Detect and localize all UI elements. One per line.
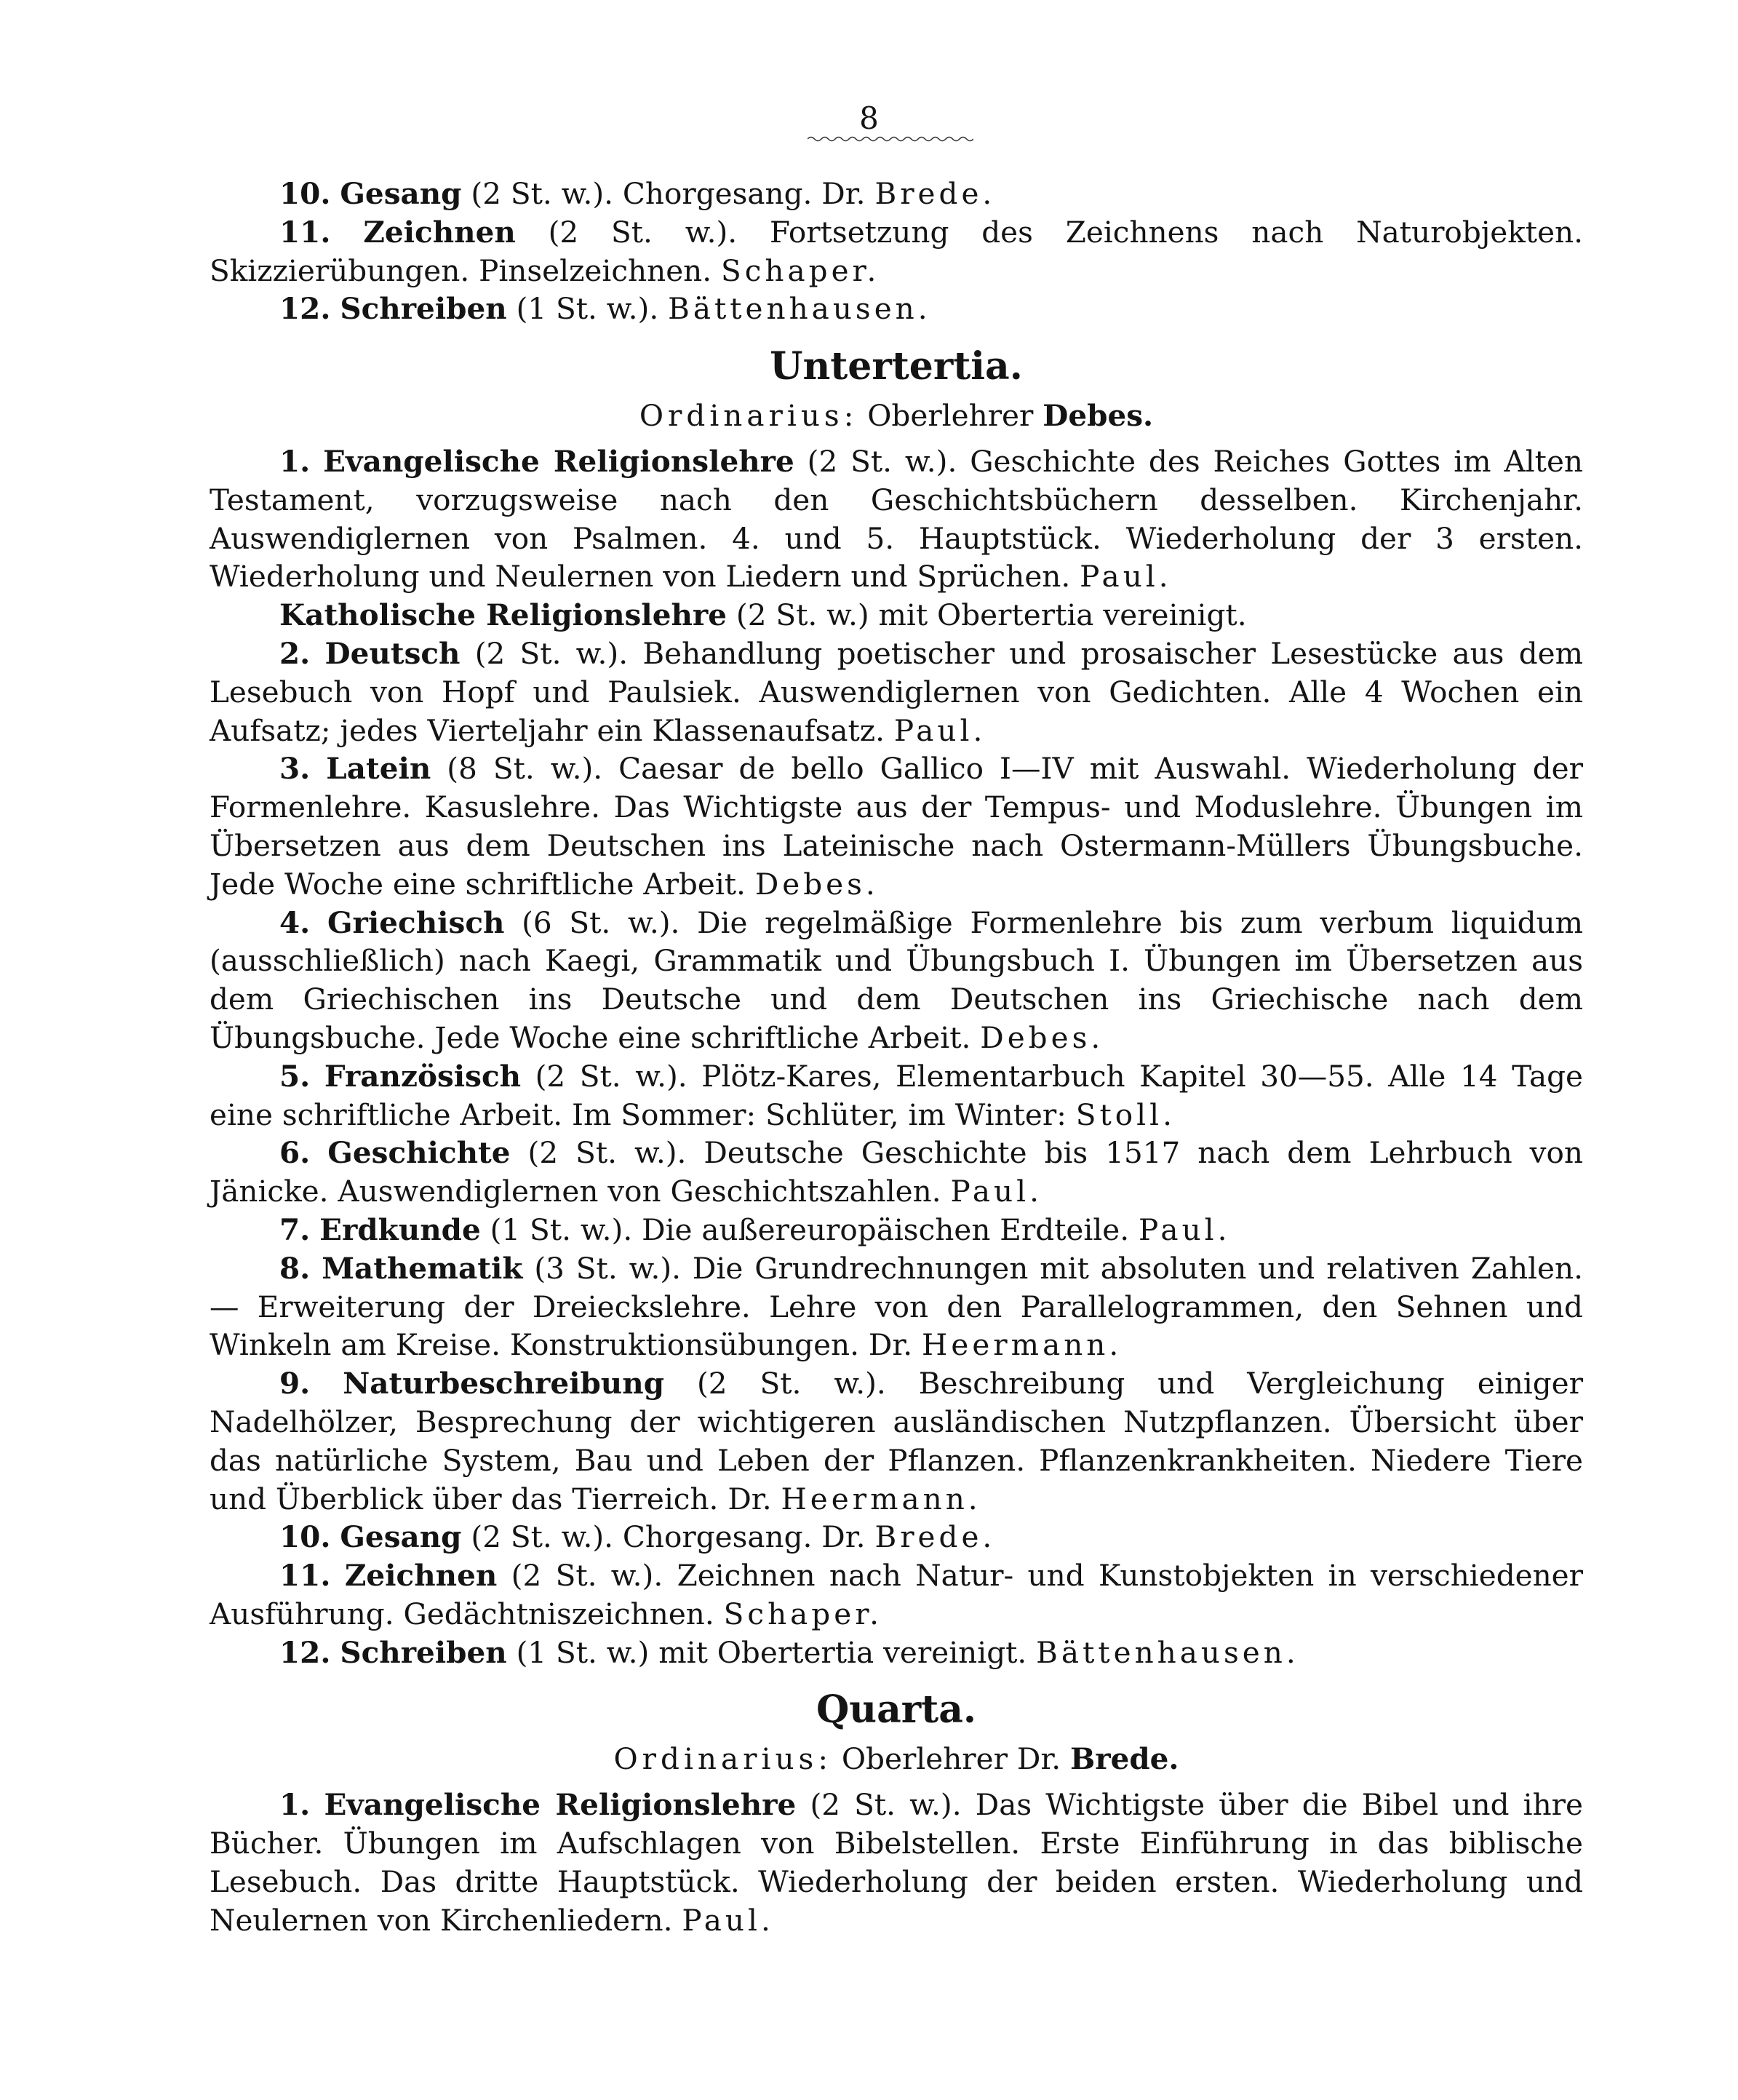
entry-subject: Naturbeschreibung [343, 1366, 665, 1401]
entry-teacher: Brede. [874, 1519, 996, 1555]
entry-subject: Gesang [340, 176, 462, 211]
entry-text: Deutsche Geschichte bis 1517 nach dem Lehrbuch von Jänicke. Auswendiglernen von Geschichtszahlen. [210, 1135, 1584, 1209]
entry-hours: (6 St. w.). [504, 904, 698, 940]
entry-subject: Katholische Religionslehre [279, 597, 728, 633]
entry-hours: (2 St. w.) [727, 597, 879, 633]
entry-number: 5. [279, 1058, 311, 1094]
untertertia-entries [210, 442, 1583, 1672]
entry-text: Die Grundrechnungen mit absoluten und relativen Zahlen. — Erweiterung der Dreieckslehre. Lehre von den Parallelogrammen, den Sehnen und Winkeln am Kreise. Konstruktionsübungen. [210, 1250, 1583, 1363]
entry-number: 1. [279, 443, 311, 479]
entry-hours: (2 St. w.). [497, 1558, 677, 1594]
entry [210, 1634, 1583, 1672]
entry-number: 1. [279, 1787, 311, 1823]
entry [210, 596, 1583, 635]
entry [210, 749, 1583, 903]
entry-text: Geschichte des Reiches Gottes im Alten Testament, vorzugsweise nach den Geschichtsbüchern desselben. Kirchenjahr. Auswendiglernen von Psalmen. 4. und 5. Hauptstück. Wiederholung der 3 ersten. Wiederholung und Neulernen von Liedern und Sprüchen. [210, 443, 1583, 594]
entry-hours: (1 St. w.) [506, 1634, 659, 1670]
entry-schreiben [210, 290, 1583, 328]
quarta-entries [210, 1786, 1583, 1939]
entry-teacher-prefix: Dr. [868, 1327, 922, 1363]
entry [210, 1211, 1583, 1249]
entry-hours: (8 St. w.). [431, 751, 619, 787]
entry-number: 8. [279, 1250, 311, 1286]
entry-text: mit Obertertia vereinigt. [878, 597, 1247, 633]
entry [210, 1249, 1583, 1364]
entry-text: Caesar de bello Gallico I—IV mit Auswahl. Wiederholung der Formenlehre. Kasuslehre. Das Wichtigste aus der Tempus- und Moduslehre. Übungen im Übersetzen aus dem Deutschen ins Lateinische nach Ostermann-Müllers Übungsbuche. Jede Woche eine schriftliche Arbeit. [210, 751, 1584, 902]
entry-subject: Französisch [324, 1058, 522, 1094]
entry-hours: (2 St. w.). [794, 443, 970, 479]
ordinarius-label: Ordinarius: [639, 398, 858, 434]
ordinarius-untertertia [210, 397, 1583, 435]
entry-teacher-prefix: Dr. [821, 1519, 875, 1555]
entry-number: 11. [279, 214, 331, 250]
page-content [210, 175, 1583, 1939]
entry-hours: (2 St. w.). [796, 1787, 976, 1823]
entry-number: 7. [279, 1212, 311, 1247]
entry-teacher: Debes. [980, 1019, 1104, 1055]
entry-subject: Mathematik [322, 1250, 523, 1286]
entry-zeichnen [210, 213, 1583, 290]
entry-number: 3. [279, 751, 311, 787]
entry-text: Chorgesang. [622, 176, 822, 211]
entry [210, 1057, 1583, 1134]
entry-number: 10. [279, 176, 331, 211]
entry-text: Beschreibung und Vergleichung einiger Nadelhölzer, Besprechung der wichtigeren ausländischen Nutzpflanzen. Übersicht über das natürliche System, Bau und Leben der Pflanzen. Pflanzenkrankheiten. Niedere Tiere und Überblick über das Tierreich. [210, 1366, 1583, 1516]
entry-subject: Zeichnen [344, 1558, 498, 1594]
entry-hours: (1 St. w.). [506, 291, 669, 327]
entry-subject: Evangelische Religionslehre [324, 1787, 797, 1823]
entry-teacher: Paul. [682, 1902, 774, 1938]
page-number: 8 [859, 100, 879, 136]
ordinarius-name: Brede. [1070, 1741, 1179, 1777]
entry-subject: Deutsch [324, 635, 461, 671]
entry-teacher: Schaper. [723, 1596, 882, 1631]
entry-teacher-prefix: Dr. [728, 1481, 781, 1516]
wavy-rule-ornament [808, 135, 973, 143]
entry-teacher: Paul. [950, 1174, 1043, 1209]
entry-text: Zeichnen nach Natur- und Kunstobjekten in verschiedener Ausführung. Gedächtniszeichnen. [210, 1558, 1584, 1631]
entry-text: Behandlung poetischer und prosaischer Lesestücke aus dem Lesebuch von Hopf und Paulsiek. Auswendiglernen von Gedichten. Alle 4 Wochen ein Aufsatz; jedes Vierteljahr ein Klassenaufsatz. [210, 635, 1583, 748]
entry-subject: Latein [326, 751, 431, 787]
entry-hours: (1 St. w.). [480, 1212, 642, 1247]
entry-hours: (2 St. w.). [664, 1366, 919, 1401]
entry-teacher: Schaper. [721, 252, 880, 288]
entry-subject: Schreiben [340, 1634, 507, 1670]
entry-teacher-prefix: Dr. [821, 176, 875, 211]
entry-text: Plötz-Kares, Elementarbuch Kapitel 30—55. Alle 14 Tage eine schriftliche Arbeit. Im Sommer: Schlüter, im Winter: [210, 1058, 1583, 1132]
entry [210, 442, 1583, 596]
entry-number: 12. [279, 1634, 331, 1670]
entry-teacher: Heermann. [922, 1327, 1123, 1363]
ordinarius-name: Debes. [1043, 398, 1154, 434]
entry-number: 4. [279, 904, 311, 940]
top-entries [210, 175, 1583, 328]
entry-teacher: Brede. [874, 176, 996, 211]
entry-teacher: Debes. [754, 866, 879, 902]
entry-teacher: Stoll. [1075, 1097, 1176, 1132]
entry-hours: (2 St. w.). [461, 1519, 623, 1555]
entry-text: Chorgesang. [622, 1519, 822, 1555]
entry-subject: Griechisch [327, 904, 505, 940]
entry-number: 2. [279, 635, 311, 671]
entry-number: 11. [279, 1558, 331, 1594]
entry-number: 10. [279, 1519, 331, 1555]
entry-hours: (2 St. w.). [515, 214, 770, 250]
entry [210, 1518, 1583, 1556]
entry [210, 904, 1583, 1057]
entry-number: 9. [279, 1366, 311, 1401]
entry-subject: Gesang [340, 1519, 462, 1555]
section-title-quarta: Quarta. [816, 1687, 976, 1733]
entry-teacher: Paul. [1139, 1212, 1231, 1247]
entry-teacher: Bättenhausen. [668, 291, 931, 327]
entry-subject: Zeichnen [363, 214, 516, 250]
entry-teacher: Paul. [1080, 559, 1172, 594]
entry [210, 635, 1583, 749]
entry-text: Das Wichtigste über die Bibel und ihre Bücher. Übungen im Aufschlagen von Bibelstellen. Erste Einführung in das biblische Lesebuch. Das dritte Hauptstück. Wiederholung der beiden ersten. Wiederholung und Neulernen von Kirchenliedern. [210, 1787, 1583, 1938]
entry-number: 6. [279, 1135, 311, 1171]
entry-subject: Erdkunde [319, 1212, 481, 1247]
entry-subject: Evangelische Religionslehre [323, 443, 794, 479]
entry-hours: (2 St. w.). [521, 1058, 702, 1094]
ordinarius-label: Ordinarius: [613, 1741, 832, 1777]
ordinarius-rank: Oberlehrer Dr. [832, 1741, 1070, 1777]
entry-text: mit Obertertia vereinigt. [658, 1634, 1037, 1670]
entry-subject: Schreiben [340, 291, 507, 327]
entry-text: Die regelmäßige Formenlehre bis zum verbum liquidum (ausschließlich) nach Kaegi, Grammatik und Übungsbuch I. Übungen im Übersetzen aus dem Griechischen ins Deutsche und dem Deutschen ins Griechische nach dem Übungsbuche. Jede Woche eine schriftliche Arbeit. [210, 904, 1583, 1055]
ordinarius-rank: Oberlehrer [858, 398, 1043, 434]
entry [210, 1364, 1583, 1518]
entry-teacher: Bättenhausen. [1036, 1634, 1299, 1670]
entry [210, 1786, 1583, 1939]
entry-hours: (2 St. w.). [460, 635, 643, 671]
entry-text: Die außereuropäischen Erdteile. [642, 1212, 1139, 1247]
section-title-untertertia: Untertertia. [770, 344, 1023, 389]
ordinarius-quarta [210, 1740, 1583, 1778]
entry-subject: Geschichte [327, 1135, 511, 1171]
entry [210, 1134, 1583, 1211]
entry-hours: (2 St. w.). [510, 1135, 704, 1171]
entry-hours: (3 St. w.). [522, 1250, 693, 1286]
entry-teacher: Paul. [893, 712, 986, 748]
entry-teacher: Heermann. [781, 1481, 981, 1516]
entry [210, 1556, 1583, 1634]
entry-hours: (2 St. w.). [461, 176, 623, 211]
entry-number: 12. [279, 291, 331, 327]
entry-gesang [210, 175, 1583, 213]
entry-text: Fortsetzung des Zeichnens nach Naturobjekten. Skizzierübungen. Pinselzeichnen. [210, 214, 1584, 288]
